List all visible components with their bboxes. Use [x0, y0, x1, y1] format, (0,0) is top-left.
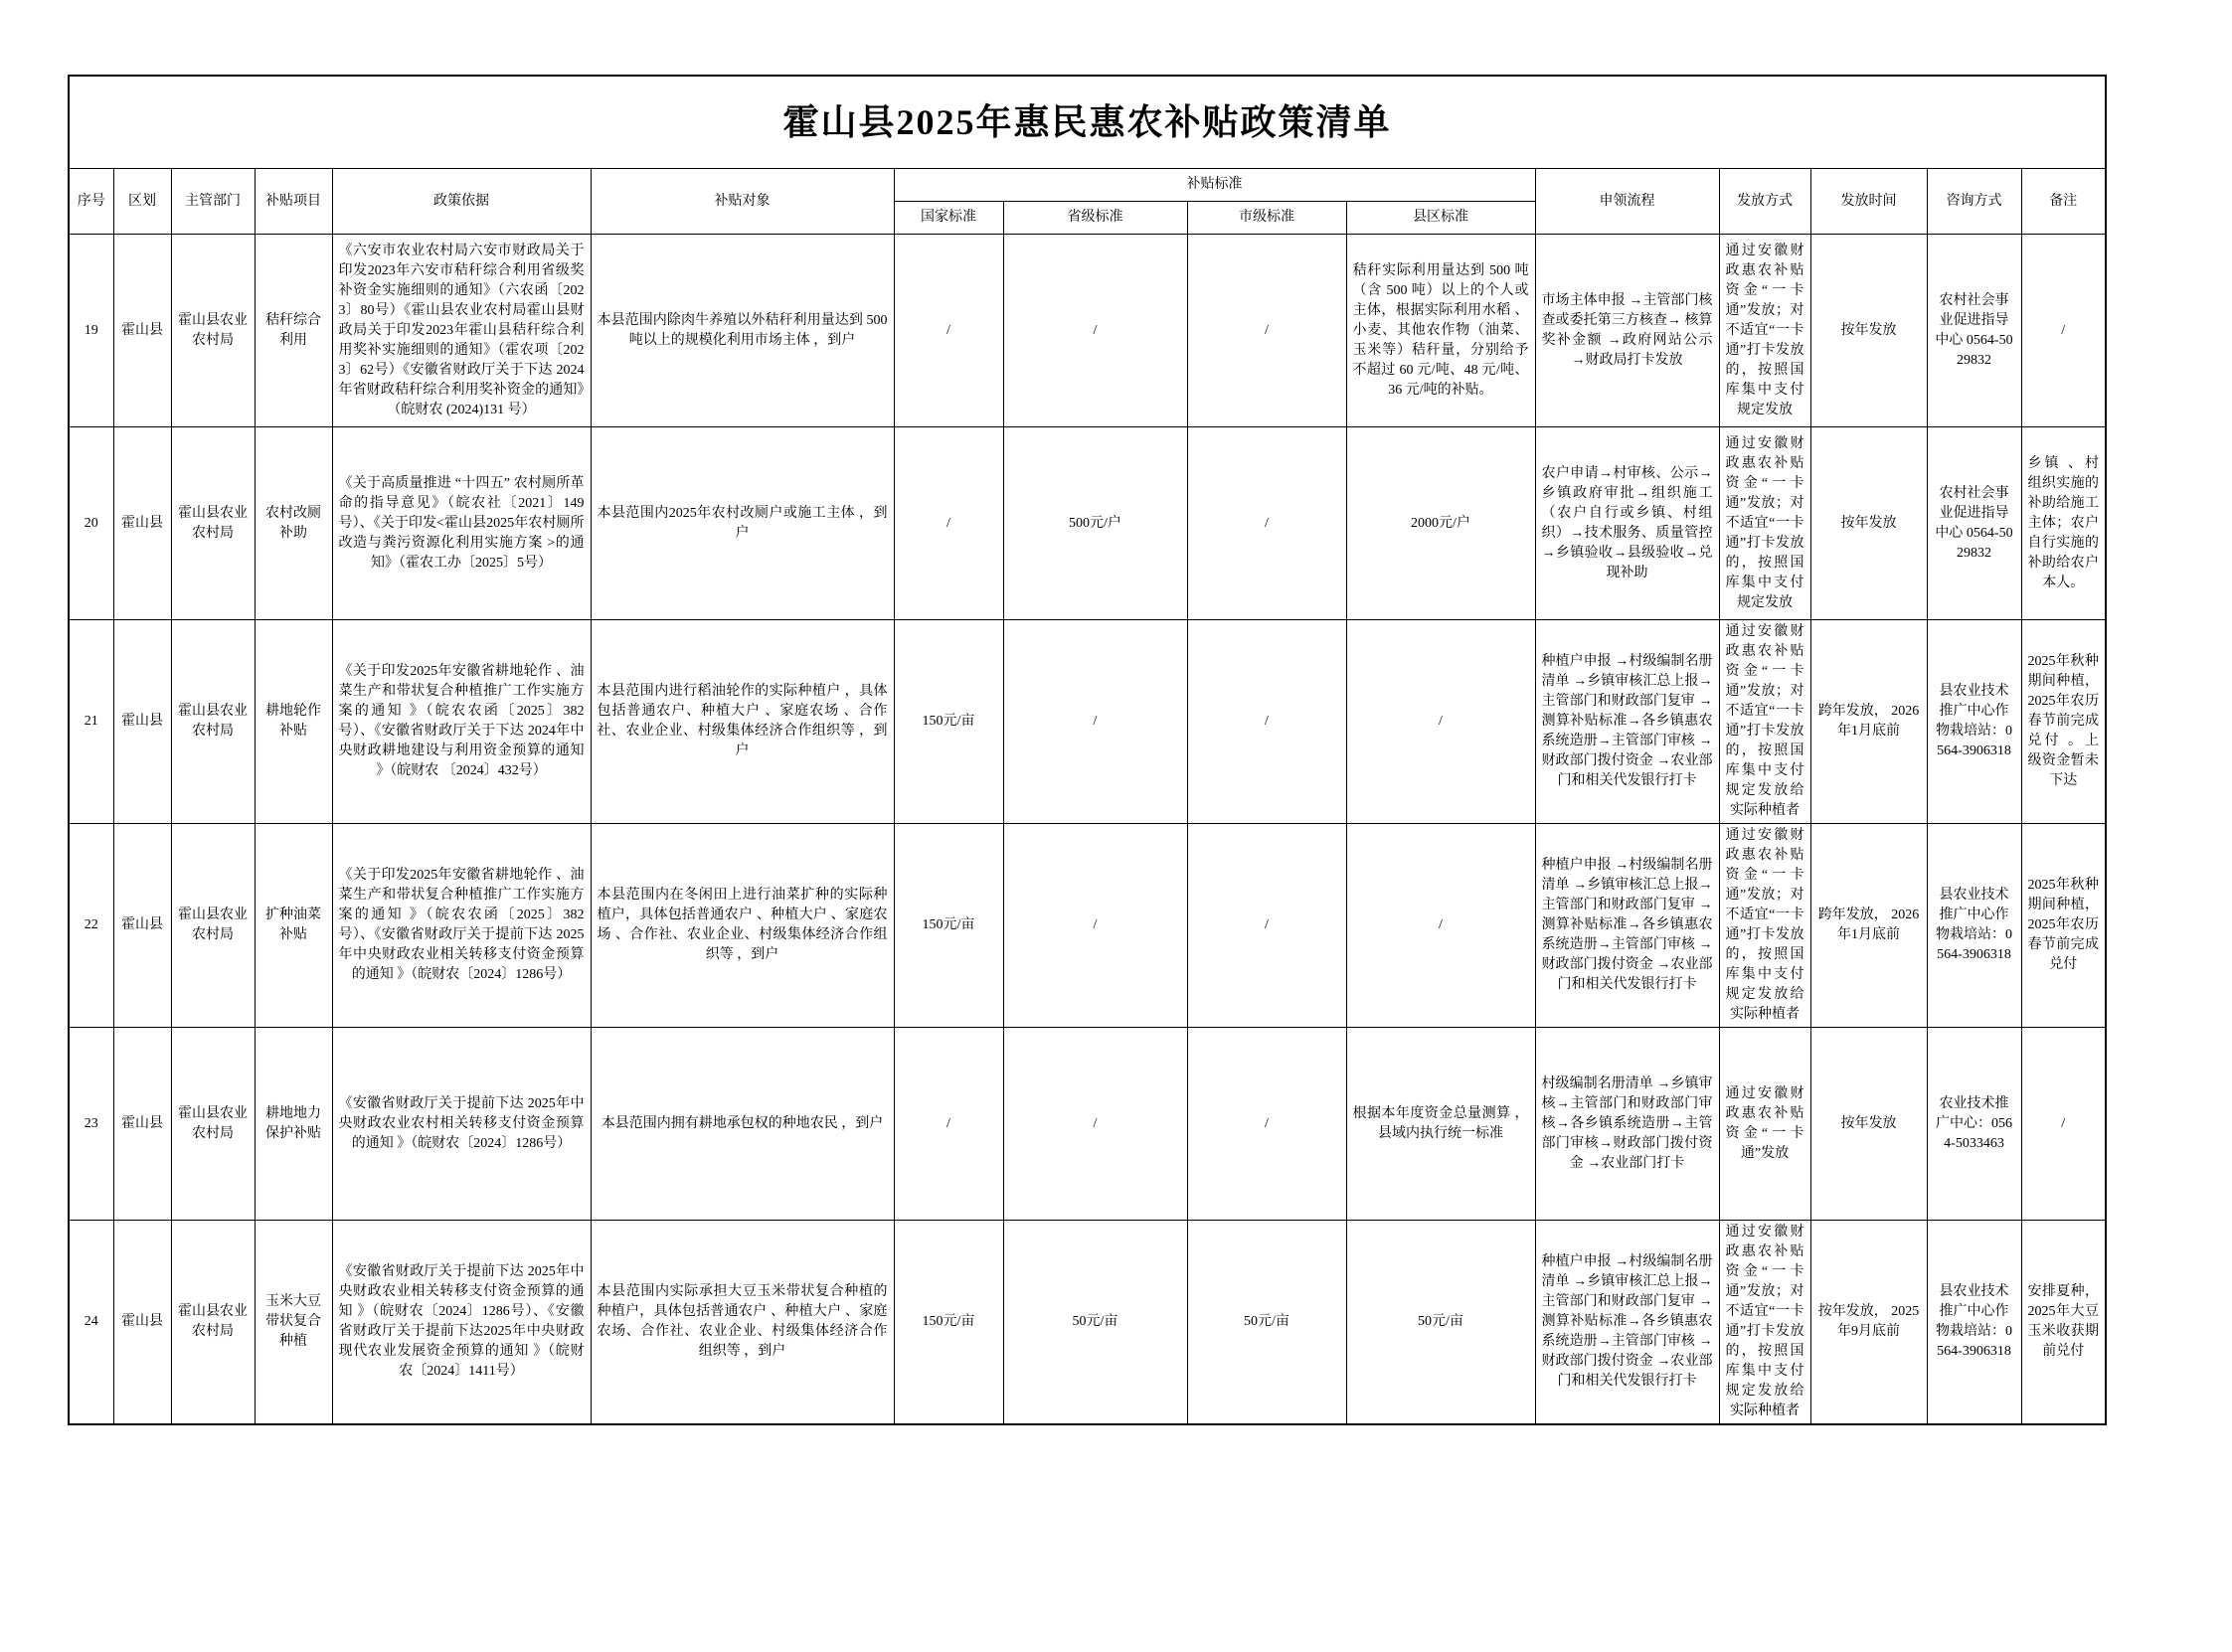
col-header-process: 申领流程 — [1535, 169, 1719, 235]
cell-department: 霍山县农业农村局 — [171, 1028, 255, 1221]
cell-county-standard: 50元/亩 — [1346, 1221, 1535, 1425]
cell-time: 按年发放 — [1810, 1028, 1927, 1221]
col-header-national-standard: 国家标准 — [894, 202, 1003, 235]
cell-provincial-standard: / — [1003, 1028, 1187, 1221]
cell-county-standard: / — [1346, 824, 1535, 1028]
cell-target: 本县范围内在冬闲田上进行油菜扩种的实际种植户，具体包括普通农户 、种植大户 、家庭农场 、合作社、农业企业、村级集体经济合作组织等 ，到户 — [591, 824, 894, 1028]
cell-remarks: 乡镇 、村组织实施的补助给施工主体；农户自行实施的补助给农户本人。 — [2021, 427, 2106, 620]
title-row — [69, 76, 2106, 169]
cell-remarks: 2025年秋种期间种植，2025年农历春节前完成兑付 。上级资金暂未下达 — [2021, 620, 2106, 824]
cell-time: 按年发放 — [1810, 235, 1927, 427]
cell-municipal-standard: / — [1187, 235, 1346, 427]
cell-district: 霍山县 — [113, 1221, 171, 1425]
cell-index: 22 — [69, 824, 113, 1028]
cell-contact: 县农业技术推广中心作物栽培站：0564-3906318 — [1927, 620, 2021, 824]
cell-process: 市场主体申报 →主管部门核查或委托第三方核查→ 核算奖补金额 →政府网站公示 →财政局打卡发放 — [1535, 235, 1719, 427]
col-header-provincial-standard: 省级标准 — [1003, 202, 1187, 235]
cell-policy-basis: 《关于高质量推进 “十四五” 农村厕所革命的指导意见》（皖农社〔2021〕149号）、《关于印发<霍山县2025年农村厕所改造与粪污资源化利用实施方案 >的通知》（霍农工办〔2025〕5号） — [332, 427, 591, 620]
cell-method: 通过安徽财政惠农补贴资金“一卡通”发放；对不适宜“一卡通”打卡发放的，按照国库集中支付规定发放 — [1719, 235, 1810, 427]
cell-index: 24 — [69, 1221, 113, 1425]
cell-municipal-standard: / — [1187, 620, 1346, 824]
cell-county-standard: 根据本年度资金总量测算 ，县域内执行统一标准 — [1346, 1028, 1535, 1221]
cell-district: 霍山县 — [113, 824, 171, 1028]
table-row — [69, 620, 2106, 824]
cell-project: 玉米大豆带状复合种植 — [255, 1221, 332, 1425]
cell-remarks: / — [2021, 235, 2106, 427]
cell-method: 通过安徽财政惠农补贴资金“一卡通”发放；对不适宜“一卡通”打卡发放的，按照国库集中支付规定发放 — [1719, 427, 1810, 620]
cell-district: 霍山县 — [113, 427, 171, 620]
cell-target: 本县范围内除肉牛养殖以外秸秆利用量达到 500吨以上的规模化利用市场主体 ，到户 — [591, 235, 894, 427]
cell-time: 按年发放 — [1810, 427, 1927, 620]
cell-national-standard: / — [894, 1028, 1003, 1221]
col-header-project: 补贴项目 — [255, 169, 332, 235]
table-row — [69, 427, 2106, 620]
cell-national-standard: / — [894, 235, 1003, 427]
cell-index: 19 — [69, 235, 113, 427]
cell-policy-basis: 《安徽省财政厅关于提前下达 2025年中央财政农业相关转移支付资金预算的通知 》（皖财农〔2024〕1286号）、《安徽省财政厅关于提前下达2025年中央财政现代农业发展资金预算的通知 》（皖财农〔2024〕1411号） — [332, 1221, 591, 1425]
cell-project: 耕地轮作补贴 — [255, 620, 332, 824]
cell-contact: 农村社会事业促进指导中心 0564-5029832 — [1927, 427, 2021, 620]
cell-time: 按年发放， 2025年9月底前 — [1810, 1221, 1927, 1425]
cell-municipal-standard: / — [1187, 824, 1346, 1028]
cell-contact: 农村社会事业促进指导中心 0564-5029832 — [1927, 235, 2021, 427]
cell-policy-basis: 《关于印发2025年安徽省耕地轮作 、油菜生产和带状复合种植推广工作实施方案的通知 》（皖农农函〔2025〕382号）、《安徽省财政厅关于下达 2024年中央财政耕地建设与利用资金预算的通知 》（皖财农 〔2024〕432号） — [332, 620, 591, 824]
cell-project: 扩种油菜补贴 — [255, 824, 332, 1028]
subsidy-policy-table — [68, 75, 2107, 1425]
cell-time: 跨年发放， 2026年1月底前 — [1810, 620, 1927, 824]
col-header-target: 补贴对象 — [591, 169, 894, 235]
cell-target: 本县范围内2025年农村改厕户或施工主体 ，到户 — [591, 427, 894, 620]
col-header-method: 发放方式 — [1719, 169, 1810, 235]
col-header-district: 区划 — [113, 169, 171, 235]
cell-county-standard: 秸秆实际利用量达到 500 吨（含 500 吨）以上的个人或主体，根据实际利用水稻 、小麦、其他农作物（油菜、玉米等）秸秆量，分别给予不超过 60 元/吨、48 元/吨、36 元/吨的补贴。 — [1346, 235, 1535, 427]
cell-method: 通过安徽财政惠农补贴资金“一卡通”发放；对不适宜“一卡通”打卡发放的，按照国库集中支付规定发放给实际种植者 — [1719, 1221, 1810, 1425]
cell-index: 21 — [69, 620, 113, 824]
cell-project: 耕地地力保护补贴 — [255, 1028, 332, 1221]
table-row — [69, 235, 2106, 427]
cell-department: 霍山县农业农村局 — [171, 824, 255, 1028]
cell-remarks: 2025年秋种期间种植，2025年农历春节前完成兑付 — [2021, 824, 2106, 1028]
page-title: 霍山县2025年惠民惠农补贴政策清单 — [69, 76, 2106, 169]
col-header-standards-group: 补贴标准 — [894, 169, 1535, 202]
col-header-index: 序号 — [69, 169, 113, 235]
cell-process: 种植户申报 →村级编制名册清单 →乡镇审核汇总上报→主管部门和财政部门复审 →测算补贴标准→各乡镇惠农系统造册→主管部门审核 →财政部门拨付资金 →农业部门和相关代发银行打卡 — [1535, 1221, 1719, 1425]
header-row-top — [69, 169, 2106, 202]
table-row — [69, 1221, 2106, 1425]
col-header-department: 主管部门 — [171, 169, 255, 235]
col-header-county-standard: 县区标准 — [1346, 202, 1535, 235]
cell-remarks: / — [2021, 1028, 2106, 1221]
cell-index: 20 — [69, 427, 113, 620]
cell-policy-basis: 《关于印发2025年安徽省耕地轮作 、油菜生产和带状复合种植推广工作实施方案的通知 》（皖农农函〔2025〕382号）、《安徽省财政厅关于提前下达 2025年中央财政农业相关转移支付资金预算的通知 》（皖财农〔2024〕1286号） — [332, 824, 591, 1028]
cell-contact: 农业技术推广中心：0564-5033463 — [1927, 1028, 2021, 1221]
col-header-contact: 咨询方式 — [1927, 169, 2021, 235]
cell-department: 霍山县农业农村局 — [171, 235, 255, 427]
cell-method: 通过安徽财政惠农补贴资金“一卡通”发放；对不适宜“一卡通”打卡发放的，按照国库集中支付规定发放给实际种植者 — [1719, 620, 1810, 824]
cell-project: 秸秆综合利用 — [255, 235, 332, 427]
col-header-municipal-standard: 市级标准 — [1187, 202, 1346, 235]
cell-provincial-standard: 50元/亩 — [1003, 1221, 1187, 1425]
col-header-policy-basis: 政策依据 — [332, 169, 591, 235]
cell-remarks: 安排夏种， 2025年大豆玉米收获期前兑付 — [2021, 1221, 2106, 1425]
cell-provincial-standard: / — [1003, 235, 1187, 427]
cell-provincial-standard: / — [1003, 620, 1187, 824]
cell-method: 通过安徽财政惠农补贴资金“一卡通”发放；对不适宜“一卡通”打卡发放的，按照国库集中支付规定发放给实际种植者 — [1719, 824, 1810, 1028]
cell-municipal-standard: / — [1187, 427, 1346, 620]
cell-district: 霍山县 — [113, 620, 171, 824]
cell-process: 农户申请→村审核、公示→乡镇政府审批→组织施工（农户自行或乡镇、村组织）→技术服务、质量管控→乡镇验收→县级验收→兑现补助 — [1535, 427, 1719, 620]
cell-time: 跨年发放， 2026年1月底前 — [1810, 824, 1927, 1028]
cell-provincial-standard: / — [1003, 824, 1187, 1028]
cell-national-standard: / — [894, 427, 1003, 620]
cell-county-standard: / — [1346, 620, 1535, 824]
cell-department: 霍山县农业农村局 — [171, 1221, 255, 1425]
table-row — [69, 824, 2106, 1028]
cell-process: 村级编制名册清单 →乡镇审核→主管部门和财政部门审核→各乡镇系统造册→主管部门审核→财政部门拨付资金 →农业部门打卡 — [1535, 1028, 1719, 1221]
cell-municipal-standard: / — [1187, 1028, 1346, 1221]
cell-district: 霍山县 — [113, 1028, 171, 1221]
cell-district: 霍山县 — [113, 235, 171, 427]
cell-contact: 县农业技术推广中心作物栽培站：0564-3906318 — [1927, 824, 2021, 1028]
cell-target: 本县范围内拥有耕地承包权的种地农民 ，到户 — [591, 1028, 894, 1221]
col-header-time: 发放时间 — [1810, 169, 1927, 235]
cell-policy-basis: 《安徽省财政厅关于提前下达 2025年中央财政农业农村相关转移支付资金预算的通知 》（皖财农〔2024〕1286号） — [332, 1028, 591, 1221]
cell-method: 通过安徽财政惠农补贴资金“一卡通”发放 — [1719, 1028, 1810, 1221]
col-header-remarks: 备注 — [2021, 169, 2106, 235]
cell-process: 种植户申报 →村级编制名册清单 →乡镇审核汇总上报→主管部门和财政部门复审 →测算补贴标准→各乡镇惠农系统造册→主管部门审核 →财政部门拨付资金 →农业部门和相关代发银行打卡 — [1535, 620, 1719, 824]
cell-department: 霍山县农业农村局 — [171, 620, 255, 824]
cell-index: 23 — [69, 1028, 113, 1221]
cell-provincial-standard: 500元/户 — [1003, 427, 1187, 620]
cell-national-standard: 150元/亩 — [894, 620, 1003, 824]
cell-contact: 县农业技术推广中心作物栽培站：0564-3906318 — [1927, 1221, 2021, 1425]
cell-national-standard: 150元/亩 — [894, 1221, 1003, 1425]
cell-project: 农村改厕补助 — [255, 427, 332, 620]
cell-target: 本县范围内进行稻油轮作的实际种植户 ，具体包括普通农户、种植大户 、家庭农场 、合作社、农业企业、村级集体经济合作组织等 ，到户 — [591, 620, 894, 824]
cell-department: 霍山县农业农村局 — [171, 427, 255, 620]
cell-national-standard: 150元/亩 — [894, 824, 1003, 1028]
cell-target: 本县范围内实际承担大豆玉米带状复合种植的种植户，具体包括普通农户 、种植大户 、家庭农场、合作社、农业企业、村级集体经济合作组织等 ，到户 — [591, 1221, 894, 1425]
cell-municipal-standard: 50元/亩 — [1187, 1221, 1346, 1425]
cell-county-standard: 2000元/户 — [1346, 427, 1535, 620]
cell-process: 种植户申报 →村级编制名册清单 →乡镇审核汇总上报→主管部门和财政部门复审 →测算补贴标准→各乡镇惠农系统造册→主管部门审核 →财政部门拨付资金 →农业部门和相关代发银行打卡 — [1535, 824, 1719, 1028]
cell-policy-basis: 《六安市农业农村局六安市财政局关于印发2023年六安市秸秆综合利用省级奖补资金实施细则的通知》（六农函〔2023〕80号）《霍山县农业农村局霍山县财政局关于印发2023年霍山县秸秆综合利用奖补实施细则的通知》（霍农项〔2023〕62号）《安徽省财政厅关于下达 2024年省财政秸秆综合利用奖补资金的通知》（皖财农 (2024)131 号） — [332, 235, 591, 427]
table-row — [69, 1028, 2106, 1221]
